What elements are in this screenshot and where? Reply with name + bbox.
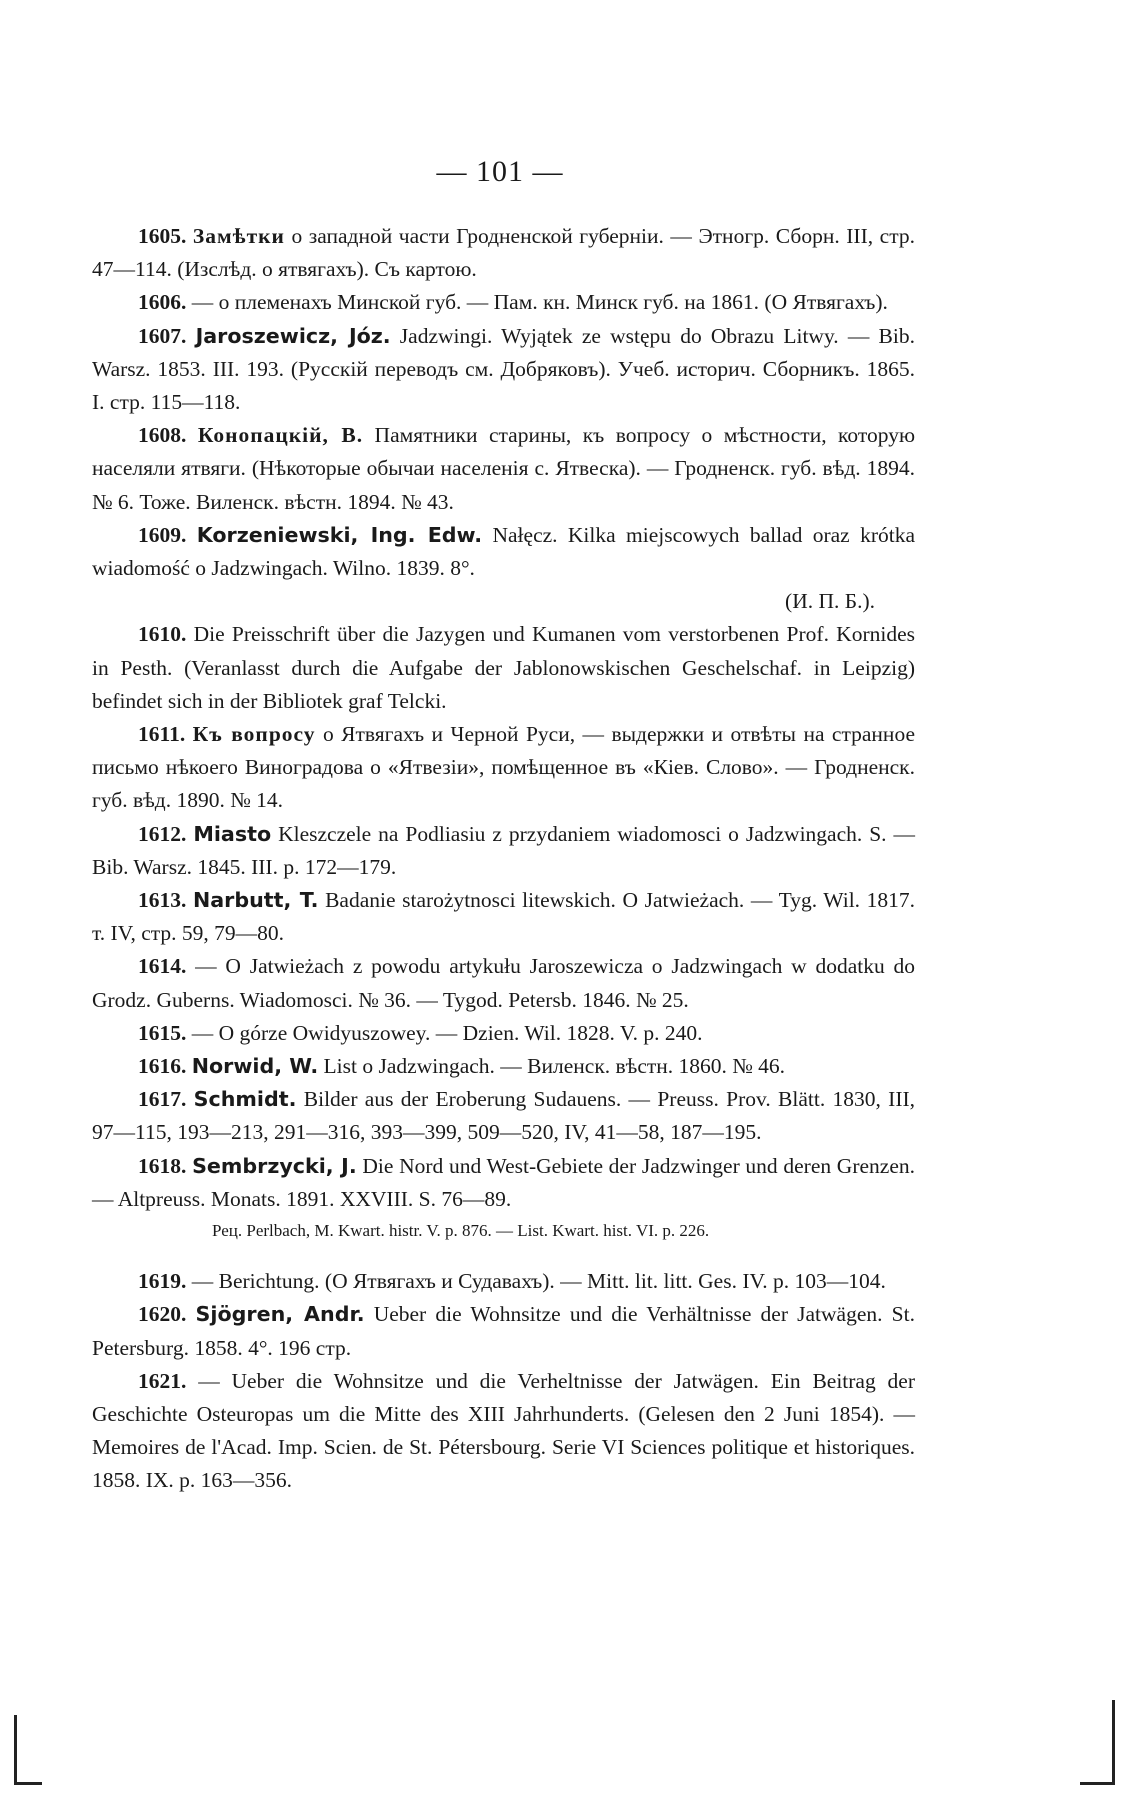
entry-1611 xyxy=(92,718,915,818)
page-number: — 101 — xyxy=(436,155,564,188)
entry-author: Miasto xyxy=(193,821,272,846)
entry-1606 xyxy=(92,286,915,319)
entry-1620 xyxy=(92,1298,915,1364)
entry-1612 xyxy=(92,818,915,884)
entry-author: Sembrzycki, J. xyxy=(192,1153,357,1178)
entry-number: 1613. xyxy=(138,888,187,913)
entry-author: Narbutt, T. xyxy=(192,888,319,913)
entry-text: Badanie starożytnosci litewskich. O Jatwieżach. — Tyg. Wil. 1817. т. IV, стр. 59, 79—80. xyxy=(92,888,916,946)
scan-corner-mark-right-base xyxy=(1080,1782,1115,1785)
entry-text: о западной части Гродненской губерніи. — Этногр. Сборн. III, стр. 47—114. (Изслѣд. о ятвягахъ). Съ картою. xyxy=(92,224,915,282)
entry-number: 1612. xyxy=(138,821,187,846)
entry-text: Nałęcz. Kilka miejscowych ballad oraz krótka wiadomość o Jadzwingach. Wilno. 1839. 8°. xyxy=(92,522,916,581)
scan-corner-mark-right xyxy=(1112,1700,1115,1785)
entry-1607 xyxy=(92,320,915,420)
entry-text: — Berichtung. (О Ятвягахъ и Судавахъ). — Mitt. lit. litt. Ges. IV. p. 103—104. xyxy=(186,1269,886,1294)
entry-author: Korzeniewski, Ing. Edw. xyxy=(196,522,483,547)
entry-1616 xyxy=(92,1050,915,1083)
spacer xyxy=(92,1245,915,1265)
entry-1610 xyxy=(92,618,915,718)
entry-number: 1616. xyxy=(138,1054,187,1079)
entry-number: 1608. xyxy=(138,423,187,448)
entry-1618 xyxy=(92,1150,915,1216)
entry-1619 xyxy=(92,1265,915,1298)
entry-1613 xyxy=(92,884,915,950)
scan-corner-mark-left-base xyxy=(14,1782,42,1785)
entry-1614 xyxy=(92,950,915,1016)
entry-text: — O Jatwieżach z powodu artykułu Jaroszewicza o Jadzwingach w dodatku do Grodz. Guberns. Wiadomosci. № 36. — Tygod. Petersb. 1846. № 25. xyxy=(92,954,915,1012)
entry-number: 1607. xyxy=(138,323,187,348)
review-text: Рец. Perlbach, M. Kwart. histr. V. p. 876. — List. Kwart. hist. VI. p. 226. xyxy=(212,1221,710,1241)
entry-number: 1614. xyxy=(138,954,187,979)
entry-author: Sjögren, Andr. xyxy=(195,1302,365,1327)
entry-text: Ueber die Wohnsitze und die Verhältnisse der Jatwägen. St. Petersburg. 1858. 4°. 196 стр. xyxy=(92,1302,915,1360)
bibliography-list xyxy=(92,220,915,1498)
entry-author: Norwid, W. xyxy=(191,1054,319,1079)
entry-number: 1619. xyxy=(138,1269,187,1294)
entry-number: 1621. xyxy=(138,1368,187,1393)
entry-text: Die Nord und West-Gebiete der Jadzwinger und deren Grenzen. — Altpreuss. Monats. 1891. XXVIII. S. 76—89. xyxy=(92,1153,915,1211)
entry-number: 1610. xyxy=(138,622,187,647)
entry-text: Die Preisschrift über die Jazygen und Kumanen vom verstorbenen Prof. Kornides in Pesth. (Veranlasst durch die Aufgabe der Jablonowskischen Geschelschaf. in Leipzig) befindet sich in der Bibliotek graf Telcki. xyxy=(92,622,915,713)
entry-signature: (И. П. Б.). xyxy=(785,589,875,614)
entry-number: 1609. xyxy=(138,522,187,547)
entry-number: 1611. xyxy=(138,722,186,747)
scan-corner-mark-left xyxy=(14,1715,17,1785)
entry-text: — O górze Owidyuszowey. — Dzien. Wil. 1828. V. p. 240. xyxy=(186,1020,703,1045)
entry-number: 1620. xyxy=(138,1302,187,1327)
entry-text: List o Jadzwingach. — Виленск. вѣстн. 1860. № 46. xyxy=(318,1054,786,1079)
entry-text: Kleszczele na Podliasiu z przydaniem wiadomosci o Jadzwingach. S. — Bib. Warsz. 1845. III. p. 172—179. xyxy=(92,821,915,879)
entry-author: Schmidt. xyxy=(193,1087,297,1112)
entry-author: Замѣтки xyxy=(192,224,285,248)
entry-text: о Ятвягахъ и Черной Руси, — выдержки и отвѣты на странное письмо нѣкоего Виноградова о «Ятвезіи», помѣщенное въ «Кіев. Слово». — Гродненск. губ. вѣд. 1890. № 14. xyxy=(92,722,915,813)
entry-author: Конопацкій, В. xyxy=(197,423,364,448)
entry-1621 xyxy=(92,1365,915,1498)
entry-number: 1615. xyxy=(138,1020,187,1045)
entry-1617 xyxy=(92,1083,915,1149)
entry-author: Къ вопросу xyxy=(192,722,316,747)
entry-text: Памятники старины, къ вопросу о мѣстности, которую населяли ятвяги. (Нѣкоторые обычаи населенія с. Ятвеска). — Гродненск. губ. вѣд. 1894. № 6. Тоже. Виленск. вѣстн. 1894. № 43. xyxy=(92,423,916,514)
entry-1615 xyxy=(92,1017,915,1050)
entry-text: — о племенахъ Минской губ. — Пам. кн. Минск губ. на 1861. (О Ятвягахъ). xyxy=(186,290,888,315)
entry-number: 1617. xyxy=(138,1087,187,1112)
entry-number: 1606. xyxy=(138,290,187,315)
entry-number: 1618. xyxy=(138,1153,187,1178)
entry-review xyxy=(92,1216,915,1245)
entry-1605 xyxy=(92,220,915,286)
entry-text: Jadzwingi. Wyjątek ze wstępu do Obrazu Litwy. — Bib. Warsz. 1853. III. 193. (Русскій переводъ см. Добряковъ). Учеб. историч. Сборникъ. 1865. I. стр. 115—118. xyxy=(92,323,915,415)
entry-number: 1605. xyxy=(138,224,187,248)
entry-1609 xyxy=(92,519,915,585)
entry-text: — Ueber die Wohnsitze und die Verheltnisse der Jatwägen. Ein Beitrag der Geschichte Osteuropas um die Mitte des XIII Jahrhunderts. (Gelesen den 2 Juni 1854). — Memoires de l'Acad. Imp. Scien. de St. Pétersbourg. Serie VI Sciences politique et historiques. 1858. IX. p. 163—356. xyxy=(92,1368,915,1493)
entry-author: Jaroszewicz, Józ. xyxy=(195,323,391,348)
entry-text: Bilder aus der Eroberung Sudauens. — Preuss. Prov. Blätt. 1830, III, 97—115, 193—213, 291—316, 393—399, 509—520, IV, 41—58, 187—195. xyxy=(92,1087,916,1145)
entry-1608 xyxy=(92,419,915,519)
